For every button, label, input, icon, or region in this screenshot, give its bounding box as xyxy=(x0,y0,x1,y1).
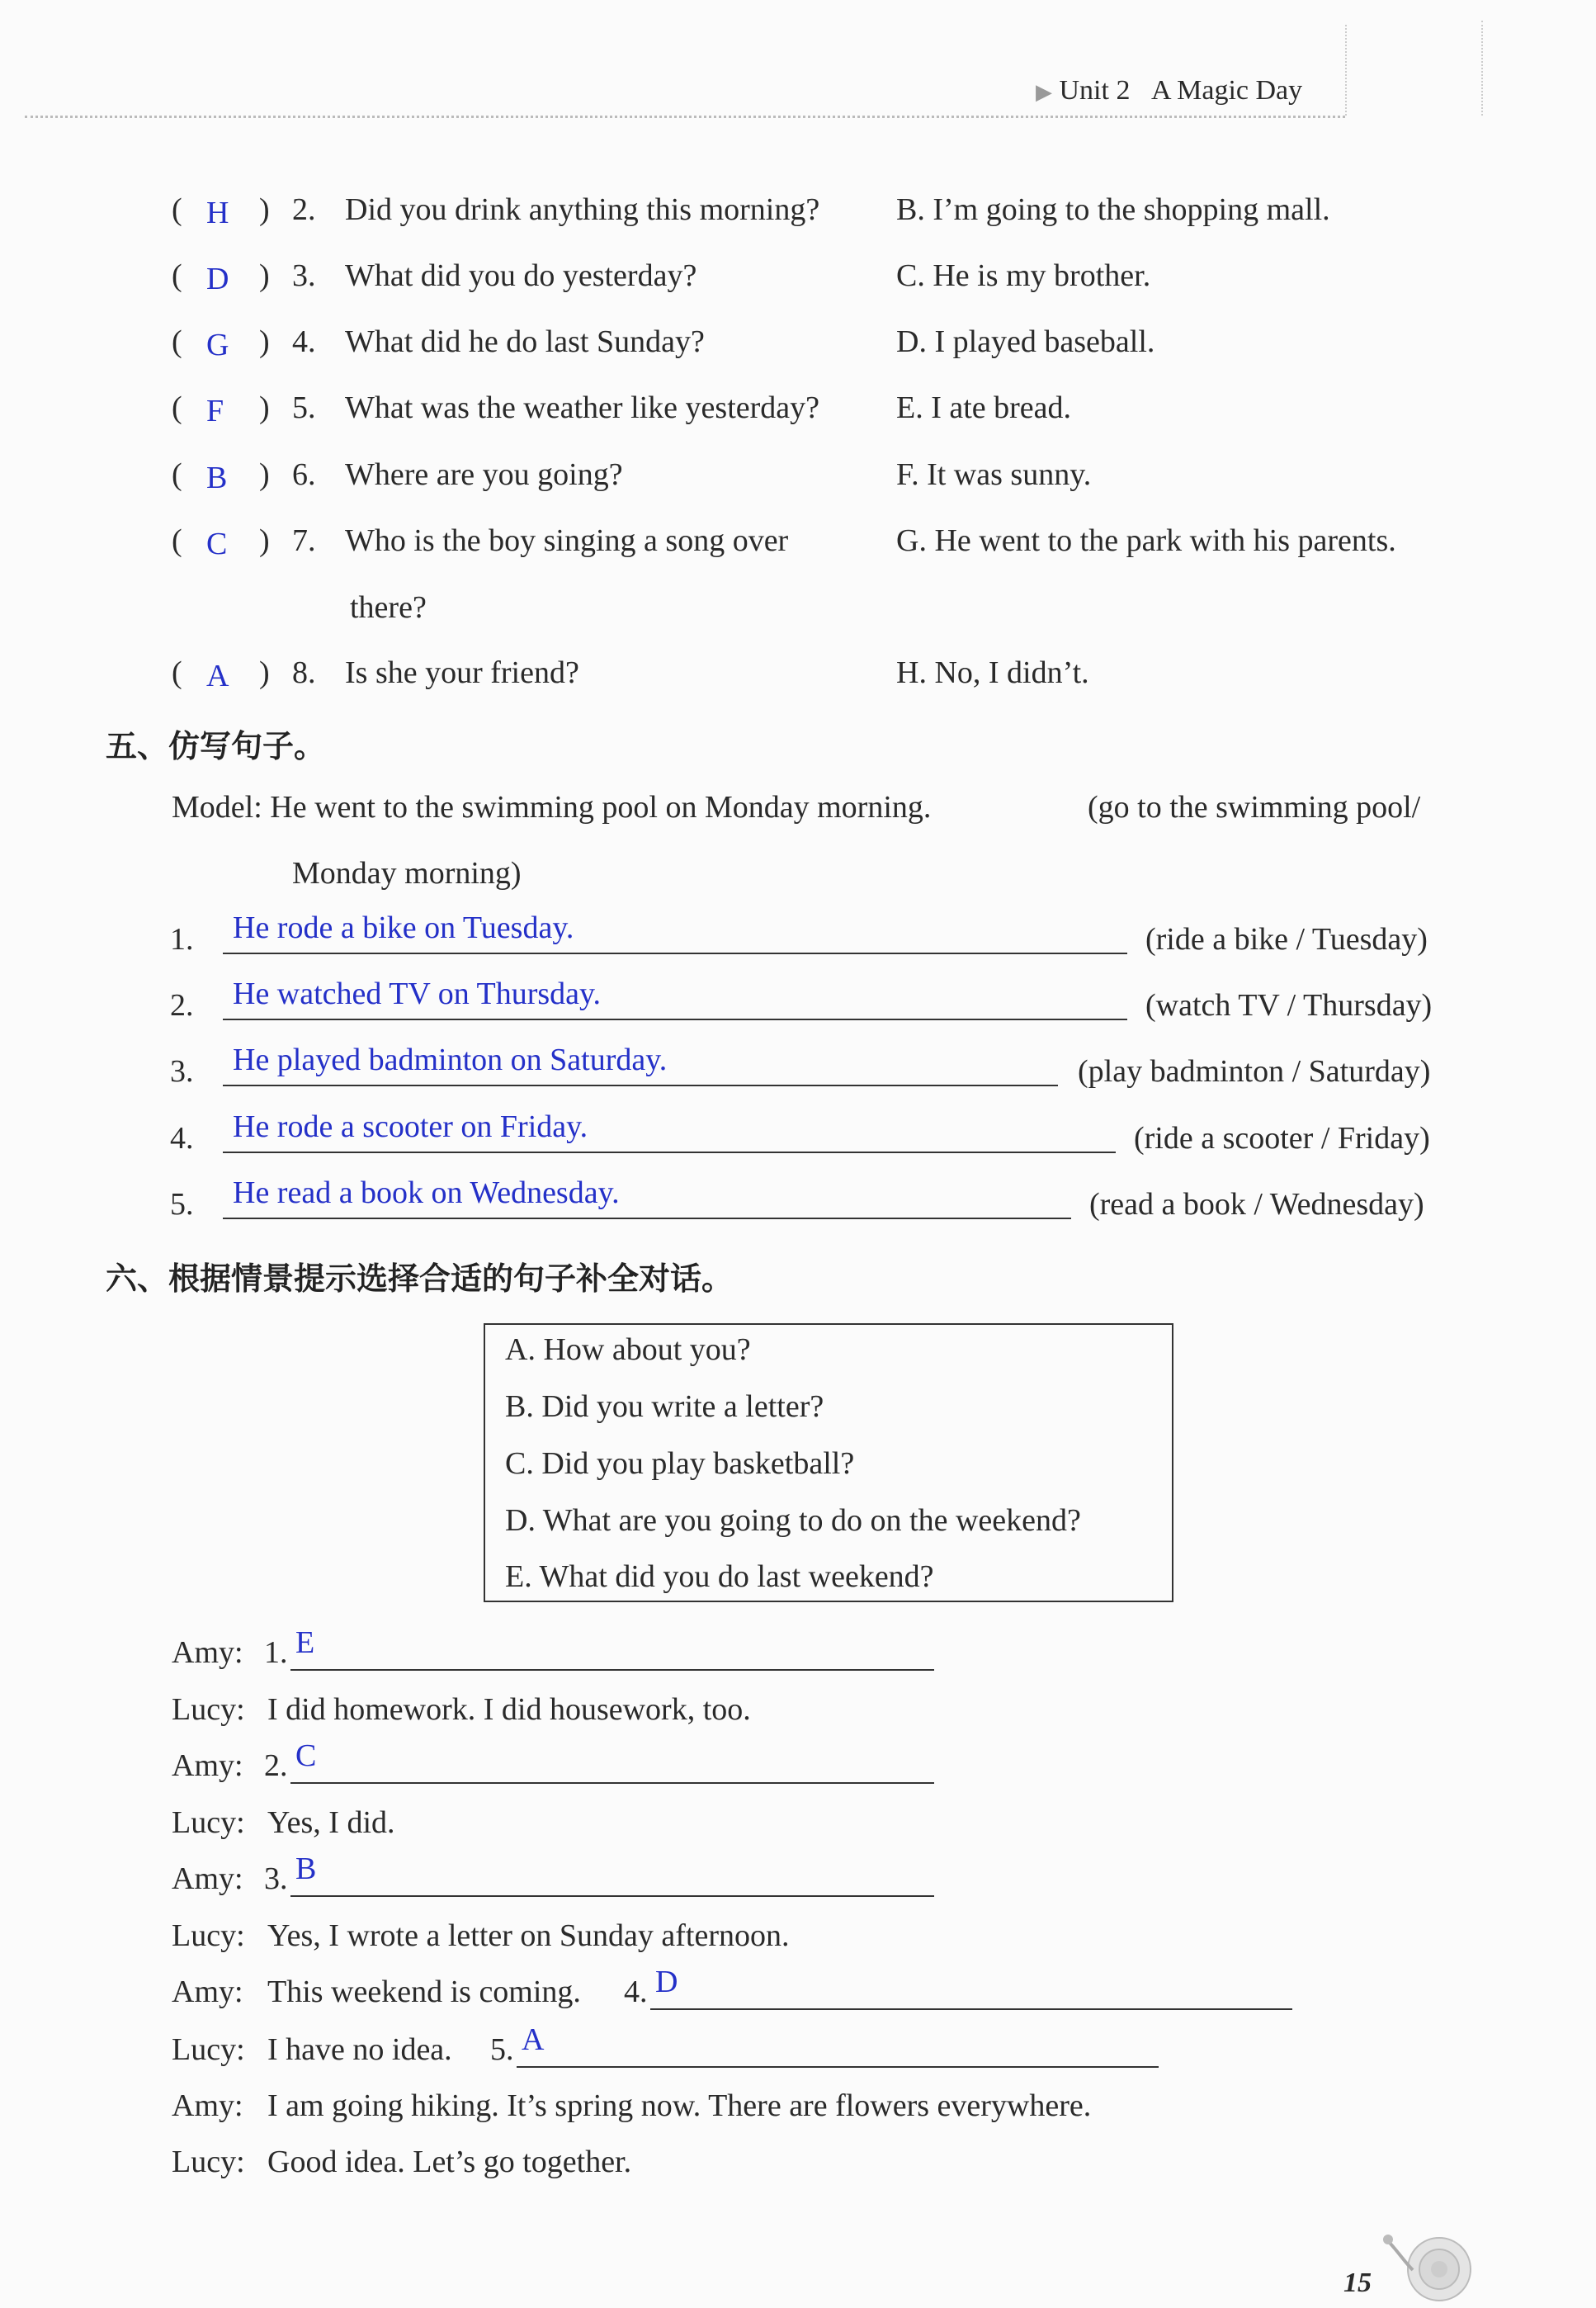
snail-decoration-icon xyxy=(1380,2225,1487,2307)
dialogue-text: I am going hiking. It’s spring now. There are flowers everywhere. xyxy=(267,2088,1092,2123)
blank-number: 5. xyxy=(490,2032,514,2067)
answer-line xyxy=(223,953,1127,954)
item-hint: (play badminton / Saturday) xyxy=(1078,1054,1431,1089)
question-text: What was the weather like yesterday? xyxy=(345,390,820,425)
question-text: Is she your friend? xyxy=(345,655,579,690)
answer-line xyxy=(223,1019,1127,1020)
question-text: Who is the boy singing a song over xyxy=(345,523,789,558)
model-hint: (go to the swimming pool/ xyxy=(1088,790,1421,825)
model-line-2: Monday morning) xyxy=(292,856,522,891)
section5-heading: 五、仿写句子。 xyxy=(106,728,326,764)
speaker-label: Amy: xyxy=(172,1635,243,1670)
option-text: G. He went to the park with his parents. xyxy=(896,523,1396,558)
paren-close: ) xyxy=(259,655,270,690)
blank-number: 4. xyxy=(624,1975,648,2009)
option-text: B. I’m going to the shopping mall. xyxy=(896,192,1330,227)
item-number: 1. xyxy=(170,922,194,957)
blank-line xyxy=(290,1895,934,1897)
dialogue-text: Good idea. Let’s go together. xyxy=(267,2145,632,2179)
dialogue-answer: B xyxy=(295,1852,317,1886)
blank-number: 1. xyxy=(264,1635,288,1670)
play-triangle-icon: ▶ xyxy=(1036,80,1052,104)
question-number: 3. xyxy=(292,258,316,293)
written-answer: He played badminton on Saturday. xyxy=(233,1043,668,1077)
dialogue-text: I have no idea. xyxy=(267,2032,452,2067)
item-number: 3. xyxy=(170,1054,194,1089)
written-answer: He watched TV on Thursday. xyxy=(233,977,602,1011)
paren-close: ) xyxy=(259,523,270,558)
written-answer: He read a book on Wednesday. xyxy=(233,1175,620,1210)
paren-open: ( xyxy=(172,324,182,359)
q7-continuation: there? xyxy=(350,590,427,625)
model-sentence: He went to the swimming pool on Monday morning. xyxy=(270,790,932,825)
written-answer: He rode a scooter on Friday. xyxy=(233,1109,588,1144)
option-item: E. What did you do last weekend? xyxy=(505,1559,934,1594)
speaker-label: Lucy: xyxy=(172,2032,245,2067)
speaker-label: Amy: xyxy=(172,2088,243,2123)
item-number: 2. xyxy=(170,988,194,1023)
paren-open: ( xyxy=(172,258,182,293)
item-hint: (ride a scooter / Friday) xyxy=(1134,1121,1430,1156)
match-answer: B xyxy=(206,461,228,495)
option-text: C. He is my brother. xyxy=(896,258,1151,293)
item-number: 5. xyxy=(170,1187,194,1222)
paren-close: ) xyxy=(259,390,270,425)
blank-line xyxy=(650,2008,1292,2010)
paren-open: ( xyxy=(172,655,182,690)
paren-close: ) xyxy=(259,258,270,293)
section6-heading: 六、根据情景提示选择合适的句子补全对话。 xyxy=(106,1260,734,1297)
answer-line xyxy=(223,1085,1058,1086)
item-number: 4. xyxy=(170,1121,194,1156)
match-answer: A xyxy=(206,659,229,693)
blank-line xyxy=(290,1669,934,1671)
option-text: F. It was sunny. xyxy=(896,457,1092,492)
option-item: C. Did you play basketball? xyxy=(505,1446,855,1481)
item-hint: (read a book / Wednesday) xyxy=(1089,1187,1424,1222)
dialogue-answer: C xyxy=(295,1738,317,1773)
header-edge-rule xyxy=(1481,21,1483,116)
paren-open: ( xyxy=(172,457,182,492)
question-number: 7. xyxy=(292,523,316,558)
match-answer: C xyxy=(206,527,228,561)
blank-line xyxy=(517,2066,1159,2068)
header-right-rule xyxy=(1345,25,1347,116)
dialogue-text: Yes, I did. xyxy=(267,1805,395,1840)
question-number: 6. xyxy=(292,457,316,492)
option-text: E. I ate bread. xyxy=(896,390,1072,425)
blank-line xyxy=(290,1782,934,1784)
paren-open: ( xyxy=(172,523,182,558)
option-text: H. No, I didn’t. xyxy=(896,655,1089,690)
model-label: Model: xyxy=(172,790,262,825)
paren-open: ( xyxy=(172,390,182,425)
question-number: 4. xyxy=(292,324,316,359)
header xyxy=(1036,73,1302,111)
speaker-label: Amy: xyxy=(172,1748,243,1783)
item-hint: (ride a bike / Tuesday) xyxy=(1145,922,1428,957)
question-text: What did you do yesterday? xyxy=(345,258,697,293)
answer-line xyxy=(223,1218,1071,1219)
dialogue-answer: E xyxy=(295,1625,315,1660)
dialogue-answer: D xyxy=(655,1965,678,1999)
speaker-label: Lucy: xyxy=(172,2145,245,2179)
speaker-label: Amy: xyxy=(172,1975,243,2009)
header-rule xyxy=(25,116,1345,118)
paren-close: ) xyxy=(259,457,270,492)
question-number: 2. xyxy=(292,192,316,227)
option-item: D. What are you going to do on the weekend? xyxy=(505,1503,1081,1538)
paren-close: ) xyxy=(259,192,270,227)
match-answer: H xyxy=(206,196,229,230)
question-number: 5. xyxy=(292,390,316,425)
answer-line xyxy=(223,1152,1116,1153)
speaker-label: Lucy: xyxy=(172,1805,245,1840)
speaker-label: Lucy: xyxy=(172,1692,245,1727)
question-number: 8. xyxy=(292,655,316,690)
option-text: D. I played baseball. xyxy=(896,324,1155,359)
speaker-label: Amy: xyxy=(172,1861,243,1896)
blank-number: 3. xyxy=(264,1861,288,1896)
dialogue-text: This weekend is coming. xyxy=(267,1975,581,2009)
question-text: What did he do last Sunday? xyxy=(345,324,705,359)
blank-number: 2. xyxy=(264,1748,288,1783)
written-answer: He rode a bike on Tuesday. xyxy=(233,910,574,945)
match-answer: F xyxy=(206,394,224,428)
speaker-label: Lucy: xyxy=(172,1918,245,1953)
dialogue-text: I did homework. I did housework, too. xyxy=(267,1692,751,1727)
paren-open: ( xyxy=(172,192,182,227)
match-answer: G xyxy=(206,328,229,362)
match-answer: D xyxy=(206,262,229,296)
question-text: Where are you going? xyxy=(345,457,623,492)
header-title: A Magic Day xyxy=(1150,75,1303,106)
dialogue-text: Yes, I wrote a letter on Sunday afternoon. xyxy=(267,1918,790,1953)
paren-close: ) xyxy=(259,324,270,359)
option-item: A. How about you? xyxy=(505,1332,751,1367)
page-number: 15 xyxy=(1343,2268,1372,2298)
item-hint: (watch TV / Thursday) xyxy=(1145,988,1433,1023)
model-line-1 xyxy=(172,789,931,825)
dialogue-answer: A xyxy=(522,2022,545,2057)
option-item: B. Did you write a letter? xyxy=(505,1389,824,1424)
header-unit: Unit 2 xyxy=(1059,75,1131,106)
question-text: Did you drink anything this morning? xyxy=(345,192,820,227)
